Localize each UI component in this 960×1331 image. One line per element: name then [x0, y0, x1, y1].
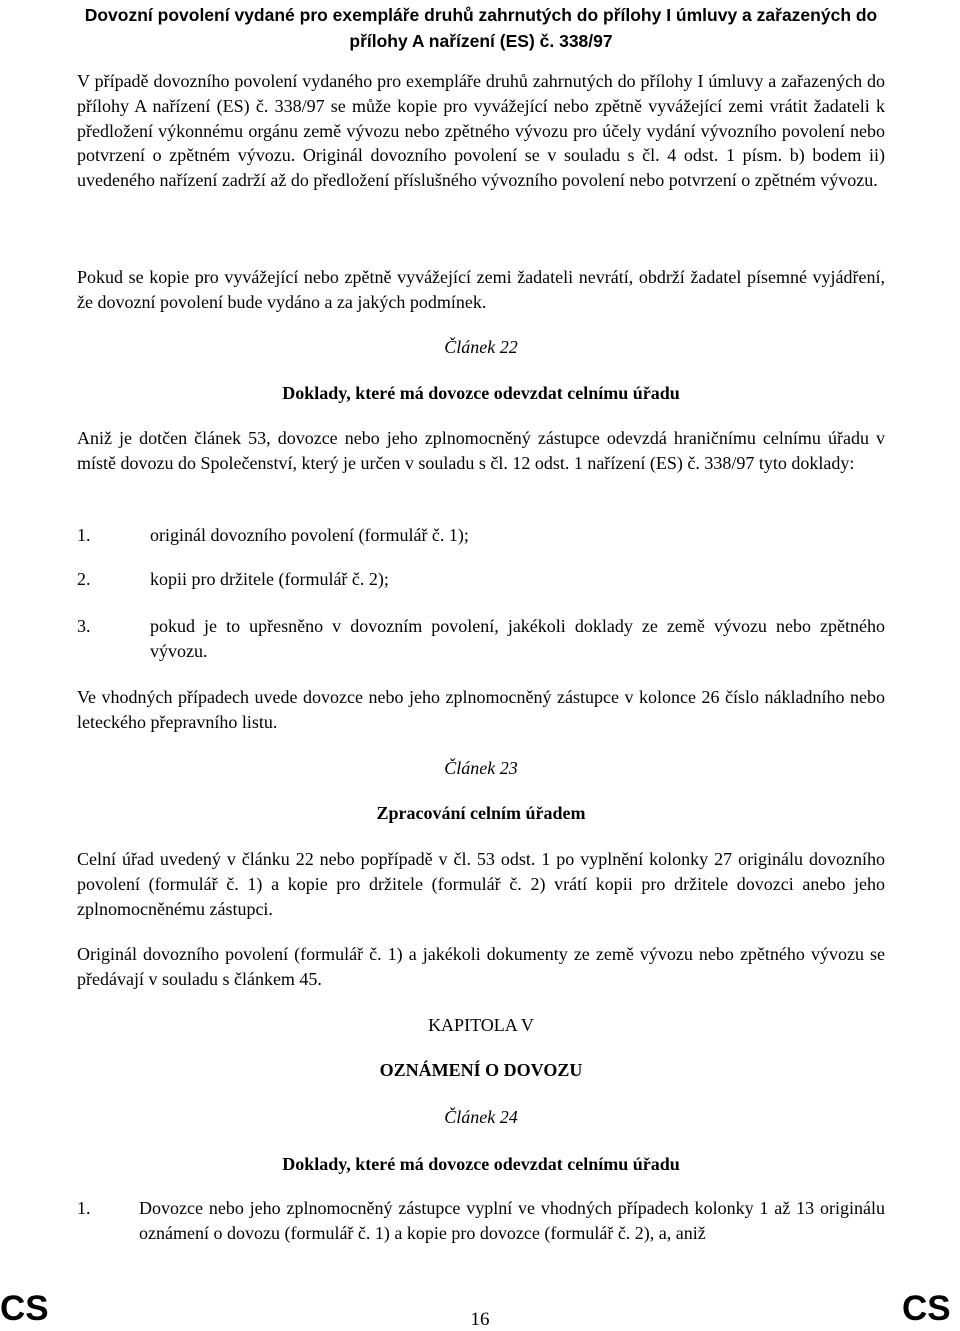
article-24-label: Článek 24	[444, 1107, 518, 1127]
list-item-number: 1.	[77, 1198, 91, 1218]
list-item-number: 1.	[77, 525, 91, 545]
chapter-heading: OZNÁMENÍ O DOVOZU	[379, 1060, 583, 1080]
paragraph-return-copy: V případě dovozního povolení vydaného pro exempláře druhů zahrnutých do přílohy I úmluvy a zařazených do přílohy A nařízení (ES) č. 338/97 se může kopie pro vyvážející nebo zpětně vyvážející zemi vrátit žadateli k předložení výkonnému orgánu země vývozu nebo zpětného vývozu pro účely vydání vývozního povolení nebo potvrzení o zpětném vývozu. Originál dovozního povolení se v souladu s čl. 4 odst. 1 písm. b) bodem ii) uvedeného nařízení zadrží až do předložení příslušného vývozního povolení nebo potvrzení o zpětném vývozu.	[77, 71, 885, 191]
article-24-heading: Doklady, které má dovozce odevzdat celnímu úřadu	[282, 1154, 680, 1174]
paragraph-customs-processing: Celní úřad uvedený v článku 22 nebo popřípadě v čl. 53 odst. 1 po vyplnění kolonky 27 originálu dovozního povolení (formulář č. 1) a kopie pro držitele (formulář č. 2) vrátí kopii pro držitele dovozci anebo jeho zplnomocněnému zástupci.	[77, 849, 885, 919]
document-title: Dovozní povolení vydané pro exempláře druhů zahrnutých do přílohy I úmluvy a zařazených do přílohy A nařízení (ES) č. 338/97	[84, 5, 878, 51]
list-item-number: 2.	[77, 569, 91, 589]
list-item-text: kopii pro držitele (formulář č. 2);	[150, 569, 389, 589]
article-23-heading: Zpracování celním úřadem	[376, 803, 586, 823]
article-23-label: Článek 23	[444, 758, 518, 778]
paragraph-no-return: Pokud se kopie pro vyvážející nebo zpětně vyvážející zemi žadateli nevrátí, obdrží žadatel písemné vyjádření, že dovozní povolení bude vydáno a za jakých podmínek.	[77, 267, 885, 312]
article-22-label: Článek 22	[444, 337, 518, 357]
list-item-text: pokud je to upřesněno v dovozním povolení, jakékoli doklady ze země vývozu nebo zpětného vývozu.	[150, 616, 885, 661]
page-number: 16	[470, 1309, 490, 1330]
list-item-text: originál dovozního povolení (formulář č. 1);	[150, 525, 469, 545]
article-22-heading: Doklady, které má dovozce odevzdat celnímu úřadu	[282, 383, 680, 403]
paragraph-waybill: Ve vhodných případech uvede dovozce nebo jeho zplnomocněný zástupce v kolonce 26 číslo nákladního nebo leteckého přepravního listu.	[77, 687, 885, 732]
chapter-label: KAPITOLA V	[428, 1015, 534, 1035]
list-item-text: Dovozce nebo jeho zplnomocněný zástupce vyplní ve vhodných případech kolonky 1 až 13 originálu oznámení o dovozu (formulář č. 1) a kopie pro dovozce (formulář č. 2), a, aniž	[139, 1198, 885, 1243]
footer-language-code-right: CS	[902, 1289, 951, 1328]
footer-language-code-left: CS	[0, 1289, 49, 1328]
list-item-number: 3.	[77, 616, 91, 636]
paragraph-documents-intro: Aniž je dotčen článek 53, dovozce nebo jeho zplnomocněný zástupce odevzdá hraničnímu celnímu úřadu v místě dovozu do Společenství, který je určen v souladu s čl. 12 odst. 1 nařízení (ES) č. 338/97 tyto doklady:	[77, 428, 885, 473]
paragraph-original-forwarding: Originál dovozního povolení (formulář č. 1) a jakékoli dokumenty ze země vývozu nebo zpětného vývozu se předávají v souladu s článkem 45.	[77, 944, 885, 989]
